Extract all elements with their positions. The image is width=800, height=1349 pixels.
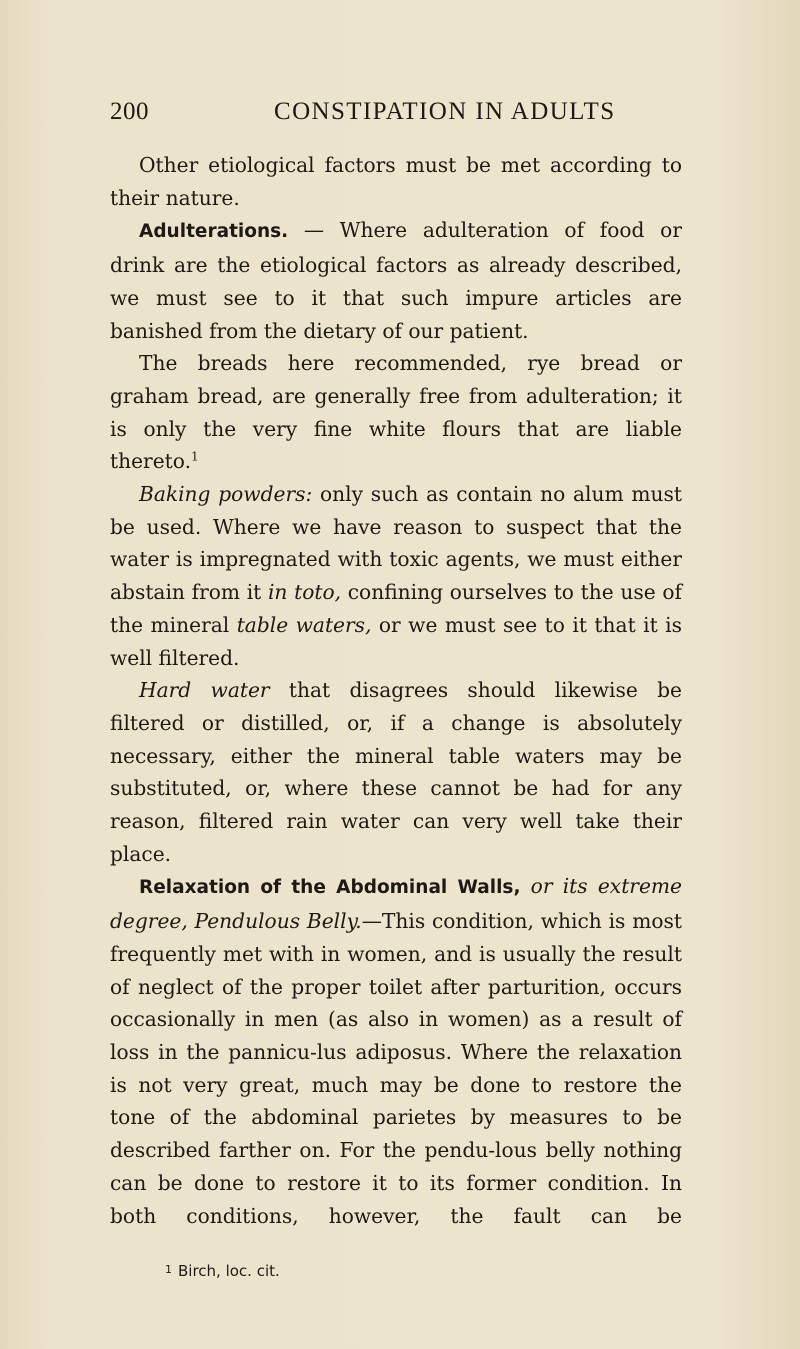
section-heading-adulterations: Adulterations. (139, 221, 289, 243)
body-text (110, 149, 682, 1232)
running-head (110, 98, 690, 138)
paragraph-text: only such as contain no alum must be used. Where we have reason to suspect that the water is impregnated with toxic agents, we must either abstain from it (110, 482, 682, 605)
paragraph-hard-water (110, 674, 682, 870)
paragraph-adulterations (110, 214, 682, 347)
footnote (165, 1262, 665, 1280)
section-heading-relaxation: Relaxation of the Abdominal Walls, (139, 877, 521, 899)
paragraph-baking-powders (110, 478, 682, 674)
paragraph-other-factors (110, 149, 682, 214)
footnote-reference: 1 (191, 449, 199, 464)
italic-lead-hard-water: Hard water (139, 678, 270, 703)
italic-subheading-pendulous-belly: or its extreme degree, Pendulous Belly. (110, 874, 682, 934)
italic-phrase-in-toto: in toto, (267, 580, 342, 605)
page-number: 200 (110, 98, 149, 125)
paragraph-text: confining ourselves to the use of the mineral (110, 580, 682, 637)
italic-lead-baking-powders: Baking powders: (139, 482, 313, 507)
paragraph-text: The breads here recommended, rye bread or graham bread, are generally free from adulteration; it is only the very fine white flours that are liable thereto. (110, 351, 682, 474)
paragraph-text: that disagrees should likewise be filtered or distilled, or, if a change is absolutely necessary, either the mineral table waters may be substituted, or, where these cannot be had for any reason, filtered rain water can very well take their place. (110, 678, 682, 866)
paragraph-breads (110, 347, 682, 478)
footnote-text: Birch, loc. cit. (178, 1262, 280, 1280)
paragraph-text: or we must see to it that it is well filtered. (110, 612, 682, 670)
paragraph-text: — Where adulteration of food or drink are the etiological factors as already described, we must see to it that such impure articles are banished from the dietary of our patient. (110, 218, 682, 343)
italic-phrase-table-waters: table waters, (236, 612, 372, 637)
running-title: CONSTIPATION IN ADULTS (274, 98, 616, 125)
paragraph-text: Other etiological factors must be met according to their nature. (110, 153, 682, 210)
paragraph-relaxation (110, 870, 682, 1232)
footnote-mark: 1 (165, 1263, 172, 1276)
paragraph-text: —This condition, which is most frequently met with in women, and is usually the result of neglect of the proper toilet after parturition, occurs occasionally in men (as also in women) as a result of loss in the pannicu-lus adiposus. Where the relaxation is not very great, much may be done to restore the tone of the abdominal parietes by measures to be described farther on. For the pendu-lous belly nothing can be done to restore it to its former condition. In both conditions, however, the fault can be (110, 909, 682, 1228)
